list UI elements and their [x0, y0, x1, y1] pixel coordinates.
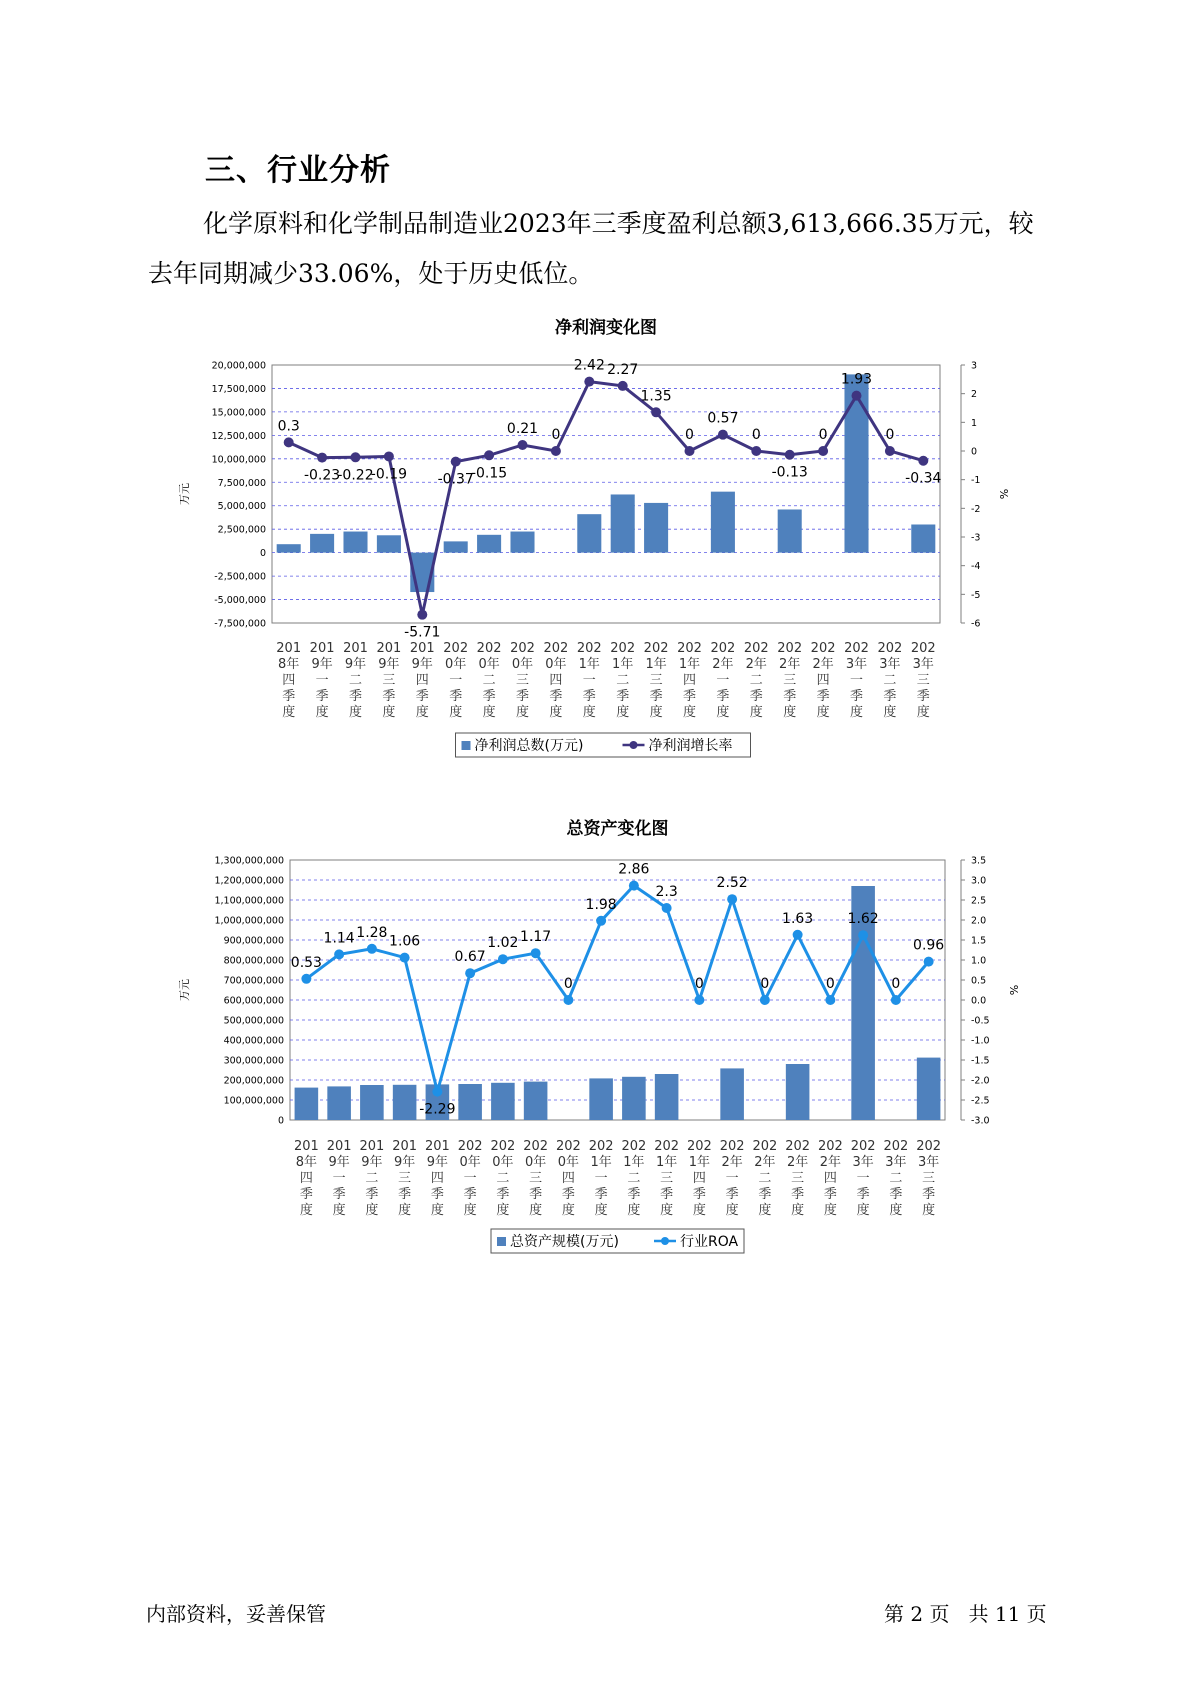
y-tick-label: 1,200,000,000 [214, 875, 284, 887]
data-label: 0 [885, 427, 895, 443]
rate-point [596, 916, 606, 926]
rate-point [400, 953, 410, 963]
y-tick-label: 800,000,000 [223, 955, 284, 967]
x-tick-label: 201 9年四季度 [409, 641, 435, 720]
rate-point [498, 954, 508, 964]
x-tick-label: 202 0年一季度 [443, 641, 469, 720]
y2-tick-label: -2.0 [971, 1075, 990, 1087]
rate-point [751, 446, 761, 456]
rate-point [891, 995, 901, 1005]
bar [844, 374, 868, 552]
bar [644, 503, 668, 553]
plot-frame [272, 365, 940, 623]
rate-point [367, 944, 377, 954]
y-tick-label: 1,300,000,000 [214, 855, 284, 867]
y-tick-label: -2,500,000 [214, 571, 266, 583]
legend-bar-label: 净利润总数(万元) [474, 738, 584, 754]
y-tick-label: 100,000,000 [223, 1095, 284, 1107]
rate-point [334, 949, 344, 959]
data-label: -0.34 [905, 470, 942, 487]
y-tick-label: 200,000,000 [223, 1075, 284, 1087]
data-label: -5.71 [404, 624, 441, 641]
legend-line-label: 行业ROA [680, 1234, 739, 1250]
rate-point [531, 948, 541, 958]
bar [477, 535, 501, 553]
rate-point [618, 381, 628, 391]
rate-point [727, 894, 737, 904]
y-tick-label: 5,000,000 [217, 501, 266, 513]
section-heading: 三、行业分析 [205, 153, 391, 188]
y-tick-label: 0 [277, 1115, 284, 1127]
data-label: 1.17 [520, 929, 552, 946]
y-tick-label: 400,000,000 [223, 1035, 284, 1047]
plot-frame [290, 860, 945, 1120]
bar [393, 1085, 417, 1120]
x-tick-label: 202 1年四季度 [686, 1139, 712, 1218]
bar [491, 1083, 515, 1120]
rate-point [885, 446, 895, 456]
data-label: 0 [694, 976, 704, 992]
y2-axis-label: % [1007, 984, 1020, 996]
total-assets-chart [0, 790, 1191, 1270]
bar [327, 1086, 351, 1120]
y-tick-label: -7,500,000 [214, 618, 266, 630]
y2-tick-label: -2.5 [971, 1095, 990, 1107]
data-label: 0.53 [290, 954, 322, 971]
data-label: 0 [891, 976, 901, 992]
x-tick-label: 202 1年二季度 [621, 1139, 647, 1218]
x-tick-label: 202 2年一季度 [710, 641, 736, 720]
bar [622, 1077, 646, 1120]
data-label: 0.96 [913, 937, 945, 954]
x-tick-label: 202 3年一季度 [850, 1139, 876, 1218]
y2-tick-label: -6 [971, 618, 981, 630]
y2-tick-label: 1.5 [971, 935, 987, 947]
data-label: -0.19 [370, 466, 408, 483]
y2-tick-label: -0.5 [971, 1015, 990, 1027]
rate-point [825, 995, 835, 1005]
y-tick-label: 300,000,000 [223, 1055, 284, 1067]
bar [911, 524, 935, 552]
footer-confidential: 内部资料，妥善保管 [146, 1602, 326, 1626]
bar [295, 1088, 319, 1120]
rate-point [432, 1087, 442, 1097]
legend-bar-swatch [497, 1237, 506, 1246]
x-tick-label: 202 3年三季度 [916, 1139, 942, 1218]
bar [917, 1058, 941, 1120]
x-tick-label: 202 0年二季度 [490, 1139, 516, 1218]
y2-tick-label: -3.0 [971, 1115, 990, 1127]
y2-axis-label: % [997, 488, 1010, 500]
data-label: 1.98 [585, 896, 617, 913]
rate-point [924, 957, 934, 967]
x-tick-label: 202 3年三季度 [910, 641, 936, 720]
rate-point [694, 995, 704, 1005]
data-label: 0.57 [707, 410, 739, 427]
y2-tick-label: 2 [971, 389, 978, 401]
data-label: 2.52 [716, 875, 748, 892]
rate-point [417, 610, 427, 620]
data-label: 1.28 [356, 924, 388, 941]
data-label: 1.63 [782, 910, 814, 927]
y-axis-label: 万元 [178, 979, 191, 1001]
bar [377, 535, 401, 552]
chart-title: 净利润变化图 [555, 318, 657, 338]
data-label: 1.93 [840, 371, 873, 388]
rate-point [584, 377, 594, 387]
y2-tick-label: 3.0 [971, 875, 987, 887]
data-label: -0.23 [303, 467, 341, 484]
rate-point [451, 457, 461, 467]
y-tick-label: 1,000,000,000 [214, 915, 284, 927]
rate-point [551, 446, 561, 456]
data-label: 0.21 [506, 420, 539, 437]
rate-point [858, 930, 868, 940]
x-tick-label: 202 1年三季度 [643, 641, 669, 720]
bar [577, 514, 601, 552]
bar [343, 532, 367, 553]
data-label: 1.62 [847, 911, 879, 928]
rate-point [284, 437, 294, 447]
x-tick-label: 202 2年四季度 [817, 1139, 843, 1218]
y-tick-label: 10,000,000 [211, 454, 266, 466]
y2-tick-label: -2 [971, 503, 981, 515]
rate-point [662, 903, 672, 913]
x-tick-label: 202 2年二季度 [752, 1139, 778, 1218]
bar [277, 544, 301, 552]
y2-tick-label: 1 [971, 417, 978, 429]
x-tick-label: 202 2年一季度 [719, 1139, 745, 1218]
x-tick-label: 202 2年二季度 [743, 641, 769, 720]
data-label: 2.86 [618, 861, 650, 878]
y2-tick-label: -1.0 [971, 1035, 990, 1047]
bar [458, 1084, 482, 1120]
bar [786, 1064, 810, 1120]
x-tick-label: 202 0年一季度 [457, 1139, 483, 1218]
data-label: 0 [760, 976, 770, 992]
y-tick-label: 20,000,000 [211, 360, 266, 372]
bar [589, 1078, 613, 1120]
bar [720, 1068, 744, 1120]
data-label: 0 [563, 976, 573, 992]
y-tick-label: 600,000,000 [223, 995, 284, 1007]
bar [360, 1085, 384, 1120]
x-tick-label: 202 0年二季度 [476, 641, 502, 720]
x-tick-label: 202 1年二季度 [610, 641, 636, 720]
legend-line-marker [661, 1237, 669, 1245]
legend-bar-label: 总资产规模(万元) [510, 1234, 619, 1250]
bar [655, 1074, 679, 1120]
bar [611, 494, 635, 552]
x-tick-label: 201 9年四季度 [424, 1139, 450, 1218]
y-tick-label: 2,500,000 [217, 524, 266, 536]
net-profit-chart [0, 290, 1191, 770]
data-label: 2.3 [655, 884, 678, 900]
x-tick-label: 202 0年三季度 [523, 1139, 549, 1218]
y2-tick-label: 2.5 [971, 895, 987, 907]
y2-tick-label: 2.0 [971, 915, 987, 927]
x-tick-label: 202 0年四季度 [555, 1139, 581, 1218]
rate-point [918, 456, 928, 466]
x-tick-label: 202 1年三季度 [654, 1139, 680, 1218]
rate-point [651, 407, 661, 417]
legend-line-marker [630, 741, 638, 749]
x-tick-label: 202 1年四季度 [677, 641, 702, 720]
y-tick-label: 700,000,000 [223, 975, 284, 987]
data-label: -0.15 [470, 465, 508, 482]
x-tick-label: 201 9年三季度 [392, 1139, 418, 1218]
data-label: 1.02 [487, 935, 519, 952]
bar [524, 1082, 548, 1120]
x-tick-label: 201 9年二季度 [343, 641, 368, 720]
rate-point [384, 451, 394, 461]
y2-tick-label: 0.0 [971, 995, 987, 1007]
y-tick-label: 7,500,000 [217, 477, 266, 489]
x-tick-label: 202 3年二季度 [883, 1139, 909, 1218]
x-tick-label: 202 1年一季度 [588, 1139, 614, 1218]
rate-point [518, 440, 528, 450]
bar [711, 492, 735, 553]
x-tick-label: 202 2年三季度 [785, 1139, 811, 1218]
data-label: 2.27 [607, 361, 639, 378]
y-tick-label: -5,000,000 [214, 595, 266, 607]
y-axis-label: 万元 [178, 483, 191, 505]
y-tick-label: 17,500,000 [211, 383, 266, 395]
x-tick-label: 201 9年二季度 [359, 1139, 385, 1218]
data-label: -2.29 [419, 1101, 456, 1118]
data-label: 2.42 [573, 357, 605, 374]
rate-point [852, 391, 862, 401]
summary-paragraph: 化学原料和化学制品制造业2023年三季度盈利总额3,613,666.35万元，较去年同期减少33.06%，处于历史低位。 [148, 209, 1034, 288]
y2-tick-label: 1.0 [971, 955, 987, 967]
data-label: 1.06 [389, 933, 421, 950]
x-tick-label: 202 3年二季度 [877, 641, 903, 720]
y2-tick-label: 0 [971, 446, 978, 458]
data-label: 0 [751, 427, 761, 443]
rate-point [465, 968, 475, 978]
y-tick-label: 500,000,000 [223, 1015, 284, 1027]
rate-point [351, 452, 361, 462]
y-tick-label: 15,000,000 [211, 407, 266, 419]
y-tick-label: 1,100,000,000 [214, 895, 284, 907]
y-tick-label: 12,500,000 [211, 430, 266, 442]
rate-point [484, 450, 494, 460]
rate-line [306, 886, 928, 1092]
x-tick-label: 202 2年三季度 [777, 641, 803, 720]
x-tick-label: 202 0年三季度 [510, 641, 535, 720]
rate-point [563, 995, 573, 1005]
rate-line [289, 382, 924, 615]
legend-bar-swatch [462, 741, 471, 750]
rate-point [629, 881, 639, 891]
data-label: 1.14 [323, 930, 355, 947]
rate-point [760, 995, 770, 1005]
y2-tick-label: -1 [971, 475, 981, 487]
x-tick-label: 202 3年一季度 [844, 641, 869, 720]
rate-point [785, 450, 795, 460]
legend-line-label: 净利润增长率 [648, 738, 733, 754]
chart-title: 总资产变化图 [566, 819, 669, 839]
data-label: -0.22 [337, 467, 374, 484]
total-assets-chart-svg [0, 790, 1191, 1270]
footer-page-number: 第 2 页 共 11 页 [884, 1602, 1047, 1626]
rate-point [818, 446, 828, 456]
x-tick-label: 201 9年三季度 [376, 641, 402, 720]
x-tick-label: 202 1年一季度 [576, 641, 602, 720]
data-label: -0.37 [437, 471, 474, 488]
x-tick-label: 201 8年四季度 [293, 1139, 319, 1218]
data-label: -0.13 [771, 464, 808, 481]
bar [778, 509, 802, 552]
x-tick-label: 202 2年四季度 [810, 641, 836, 720]
data-label: 1.35 [640, 388, 672, 405]
x-tick-label: 201 9年一季度 [326, 1139, 352, 1218]
y2-tick-label: 0.5 [971, 975, 987, 987]
data-label: 0 [685, 427, 694, 443]
rate-point [301, 974, 311, 984]
bar [510, 532, 534, 553]
rate-point [793, 930, 803, 940]
y2-tick-label: 3.5 [971, 855, 987, 867]
data-label: 0 [818, 427, 828, 443]
y2-tick-label: 3 [971, 360, 978, 372]
y2-tick-label: -1.5 [971, 1055, 990, 1067]
data-label: 0.67 [454, 949, 486, 966]
bar [444, 541, 468, 552]
bar [310, 534, 334, 553]
y-tick-label: 0 [259, 548, 266, 560]
data-label: 0 [551, 427, 561, 443]
rate-point [317, 453, 327, 463]
data-label: 0 [825, 976, 835, 992]
x-tick-label: 201 9年一季度 [309, 641, 335, 720]
y2-tick-label: -4 [971, 561, 981, 573]
x-tick-label: 201 8年四季度 [276, 641, 302, 720]
y-tick-label: 900,000,000 [223, 935, 284, 947]
x-tick-label: 202 0年四季度 [543, 641, 569, 720]
data-label: 0.3 [277, 418, 300, 435]
y2-tick-label: -3 [971, 532, 981, 544]
rate-point [718, 430, 728, 440]
rate-point [685, 446, 695, 456]
net-profit-chart-svg [0, 290, 1191, 770]
y2-tick-label: -5 [971, 589, 981, 601]
